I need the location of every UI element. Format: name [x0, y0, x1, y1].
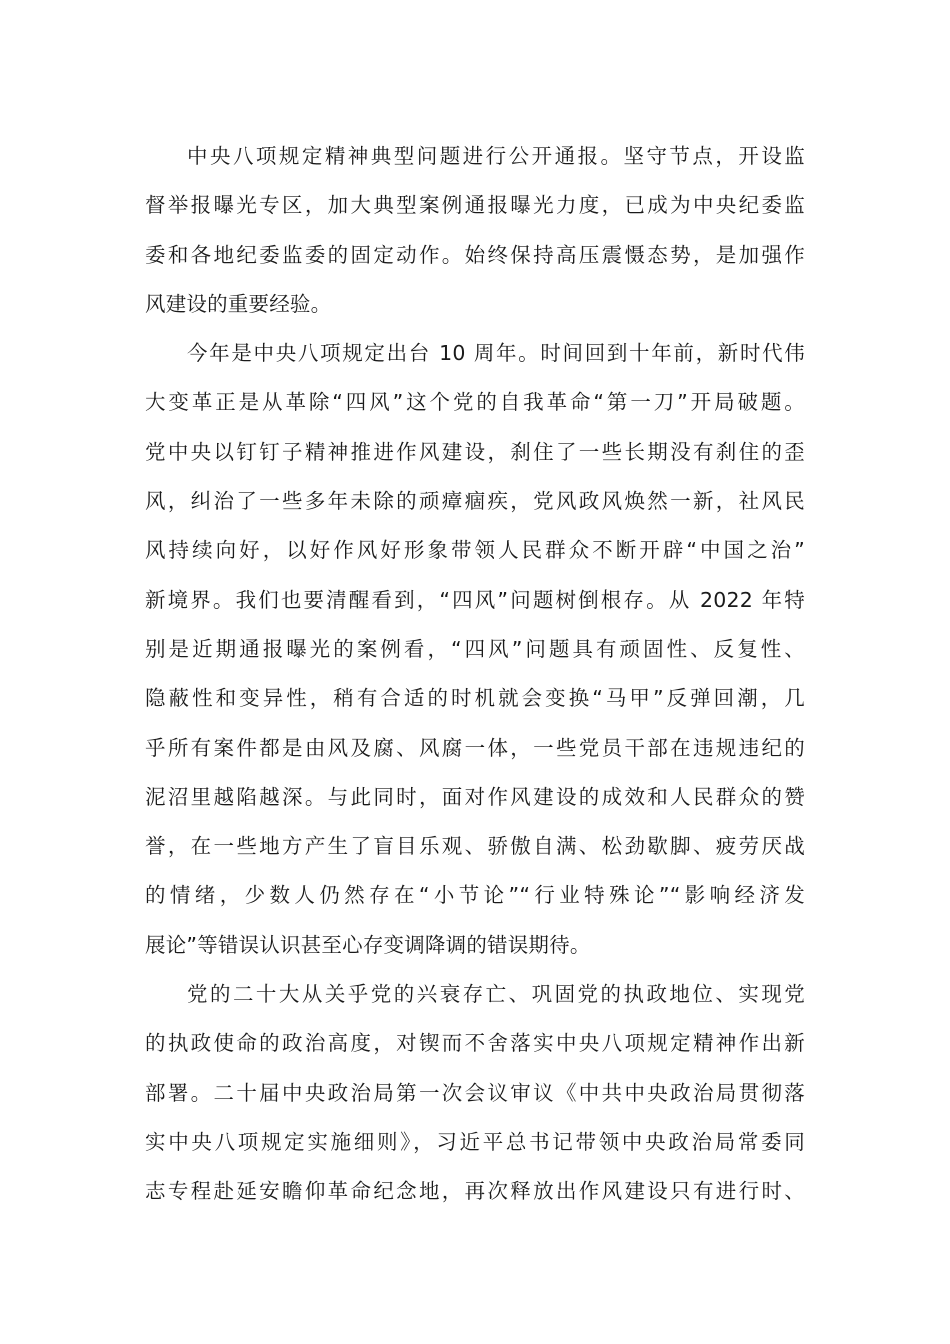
text-line: 的执政使命的政治高度，对锲而不舍落实中央八项规定精神作出新	[145, 1031, 805, 1056]
text-line: 泥沼里越陷越深。与此同时，面对作风建设的成效和人民群众的赞	[145, 784, 805, 809]
text-line: 新境界。我们也要清醒看到，“四风”问题树倒根存。从 2022 年特	[145, 587, 805, 612]
text-line: 大变革正是从革除“四风”这个党的自我革命“第一刀”开局破题。	[145, 390, 805, 415]
document-body	[145, 132, 805, 1217]
text-line: 乎所有案件都是由风及腐、风腐一体，一些党员干部在违规违纪的	[145, 735, 805, 760]
text-line: 实中央八项规定实施细则》，习近平总书记带领中央政治局常委同	[145, 1129, 805, 1154]
text-line: 展论”等错误认识甚至心存变调降调的错误期待。	[145, 932, 591, 957]
text-line: 党中央以钉钉子精神推进作风建设，刹住了一些长期没有刹住的歪	[145, 439, 805, 464]
paragraph-3	[145, 970, 805, 1216]
paragraph-2	[145, 329, 805, 970]
text-line: 中央八项规定精神典型问题进行公开通报。坚守节点，开设监	[187, 144, 805, 168]
text-line: 隐蔽性和变异性，稍有合适的时机就会变换“马甲”反弹回潮，几	[145, 686, 805, 711]
text-line: 部署。二十届中央政治局第一次会议审议《中共中央政治局贯彻落	[145, 1080, 805, 1105]
text-line: 委和各地纪委监委的固定动作。始终保持高压震慑态势，是加强作	[145, 242, 805, 267]
text-line: 今年是中央八项规定出台 10 周年。时间回到十年前，新时代伟	[187, 341, 805, 366]
text-line: 督举报曝光专区，加大典型案例通报曝光力度，已成为中央纪委监	[145, 193, 805, 218]
text-line: 风建设的重要经验。	[145, 291, 332, 316]
text-line: 风持续向好，以好作风好形象带领人民群众不断开辟“中国之治”	[145, 538, 805, 563]
text-line: 的情绪，少数人仍然存在“小节论”“行业特殊论”“影响经济发	[145, 883, 805, 908]
paragraph-1	[145, 132, 805, 329]
text-line: 志专程赴延安瞻仰革命纪念地，再次释放出作风建设只有进行时、	[145, 1179, 805, 1204]
text-line: 风，纠治了一些多年未除的顽瘴痼疾，党风政风焕然一新，社风民	[145, 489, 805, 514]
text-line: 誉，在一些地方产生了盲目乐观、骄傲自满、松劲歇脚、疲劳厌战	[145, 834, 805, 859]
text-line: 别是近期通报曝光的案例看，“四风”问题具有顽固性、反复性、	[145, 636, 805, 661]
text-line: 党的二十大从关乎党的兴衰存亡、巩固党的执政地位、实现党	[187, 982, 805, 1007]
